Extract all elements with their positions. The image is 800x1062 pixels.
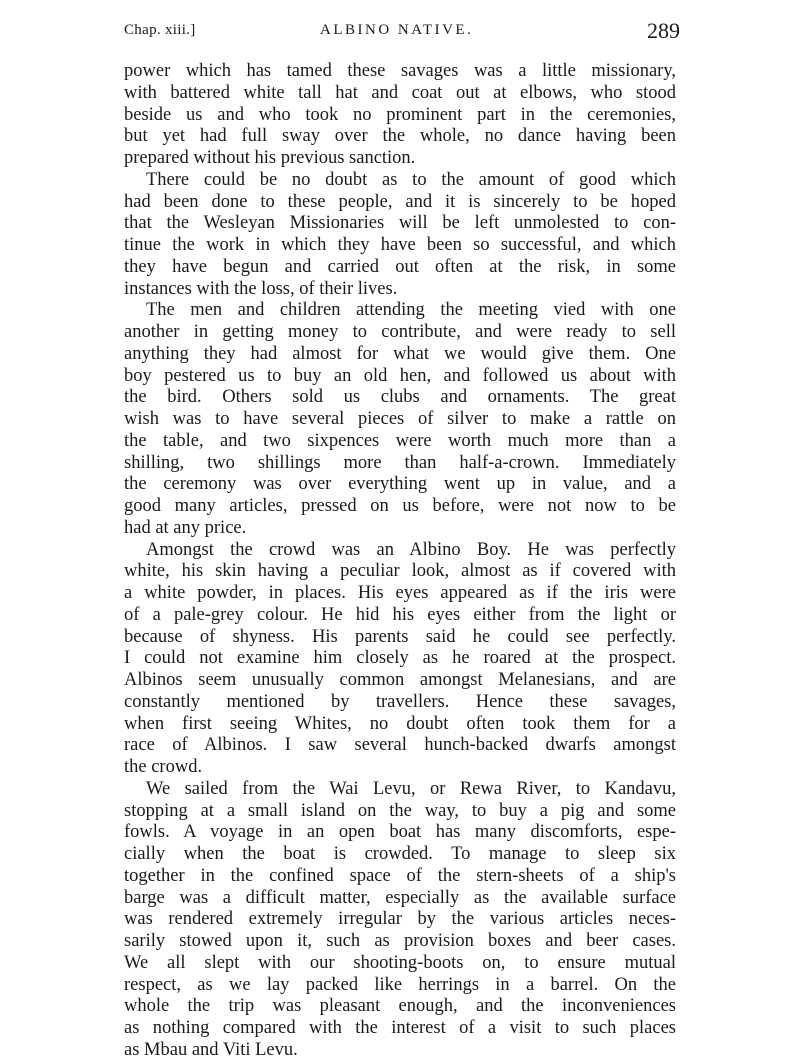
text-line: because of shyness. His parents said he could see perfectly. bbox=[124, 626, 676, 647]
text-line: the crowd. bbox=[124, 757, 203, 777]
running-head bbox=[124, 18, 680, 48]
text-line: boy pestered us to buy an old hen, and followed us about with bbox=[124, 365, 676, 386]
text-line: had been done to these people, and it is sincerely to be hoped bbox=[124, 191, 676, 212]
text-line: that the Wesleyan Missionaries will be left unmolested to con- bbox=[124, 213, 676, 234]
text-line: good many articles, pressed on us before, were not now to be bbox=[124, 496, 676, 516]
text-line: instances with the loss, of their lives. bbox=[124, 278, 398, 299]
text-line: with battered white tall hat and coat out at elbows, who stood bbox=[124, 82, 676, 103]
text-line: Amongst the crowd was an Albino Boy. He was perfectly bbox=[146, 539, 676, 560]
text-line: There could be no doubt as to the amount of good which bbox=[146, 169, 676, 190]
paragraph bbox=[124, 779, 676, 1062]
paragraph bbox=[124, 540, 676, 779]
text-line: stopping at a small island on the way, to buy a pig and some bbox=[124, 800, 676, 821]
text-line: white, his skin having a peculiar look, almost as if covered with bbox=[124, 561, 676, 582]
text-line: the table, and two sixpences were worth much more than a bbox=[124, 430, 676, 451]
text-line: another in getting money to contribute, and were ready to sell bbox=[124, 322, 676, 342]
text-line: beside us and who took no prominent part in the ceremonies, bbox=[124, 104, 676, 125]
text-line: when first seeing Whites, no doubt often took them for a bbox=[124, 713, 676, 734]
text-line: We sailed from the Wai Levu, or Rewa River, to Kandavu, bbox=[146, 778, 676, 799]
text-line: constantly mentioned by travellers. Hence these savages, bbox=[124, 691, 676, 712]
text-line: as nothing compared with the interest of a visit to such places bbox=[124, 1018, 676, 1038]
text-line: the ceremony was over everything went up in value, and a bbox=[124, 474, 676, 495]
text-line: fowls. A voyage in an open boat has many discomforts, espe- bbox=[124, 822, 676, 843]
text-line: power which has tamed these savages was a little missionary, bbox=[124, 61, 676, 81]
paragraph bbox=[124, 300, 676, 539]
text-line: The men and children attending the meeting vied with one bbox=[146, 300, 676, 321]
text-line: shilling, two shillings more than half-a-crown. Immediately bbox=[124, 452, 676, 473]
running-title: ALBINO NATIVE. bbox=[320, 22, 474, 38]
text-line: had at any price. bbox=[124, 517, 247, 538]
text-line: together in the confined space of the stern-sheets of a ship's bbox=[124, 865, 676, 886]
paragraph bbox=[124, 170, 676, 301]
text-line: as Mbau and Viti Levu. bbox=[124, 1039, 298, 1060]
text-line: they have begun and carried out often at the risk, in some bbox=[124, 256, 676, 277]
text-line: Albinos seem unusually common amongst Melanesians, and are bbox=[124, 670, 676, 690]
text-line: I could not examine him closely as he roared at the prospect. bbox=[124, 648, 676, 669]
text-line: wish was to have several pieces of silver to make a rattle on bbox=[124, 409, 676, 429]
text-line: barge was a difficult matter, especially as the available surface bbox=[124, 887, 676, 908]
text-line: prepared without his previous sanction. bbox=[124, 148, 416, 168]
text-line: a white powder, in places. His eyes appeared as if the iris were bbox=[124, 583, 676, 603]
text-line: cially when the boat is crowded. To manage to sleep six bbox=[124, 844, 676, 864]
text-line: was rendered extremely irregular by the various articles neces- bbox=[124, 909, 676, 930]
text-line: whole the trip was pleasant enough, and the inconveniences bbox=[124, 996, 676, 1017]
text-line: sarily stowed upon it, such as provision boxes and beer cases. bbox=[124, 931, 676, 951]
text-line: respect, as we lay packed like herrings in a barrel. On the bbox=[124, 974, 676, 995]
paragraph bbox=[124, 61, 676, 170]
text-line: tinue the work in which they have been so successful, and which bbox=[124, 235, 676, 255]
text-line: the bird. Others sold us clubs and ornaments. The great bbox=[124, 387, 676, 408]
body-text bbox=[124, 61, 676, 1062]
text-line: anything they had almost for what we would give them. One bbox=[124, 343, 676, 364]
text-line: We all slept with our shooting-boots on, to ensure mutual bbox=[124, 952, 676, 973]
text-line: race of Albinos. I saw several hunch-backed dwarfs amongst bbox=[124, 735, 676, 756]
page-number: 289 bbox=[647, 18, 680, 43]
chapter-label: Chap. xiii.] bbox=[124, 22, 196, 38]
text-line: of a pale-grey colour. He hid his eyes either from the light or bbox=[124, 604, 676, 625]
text-line: but yet had full sway over the whole, no dance having been bbox=[124, 126, 676, 147]
